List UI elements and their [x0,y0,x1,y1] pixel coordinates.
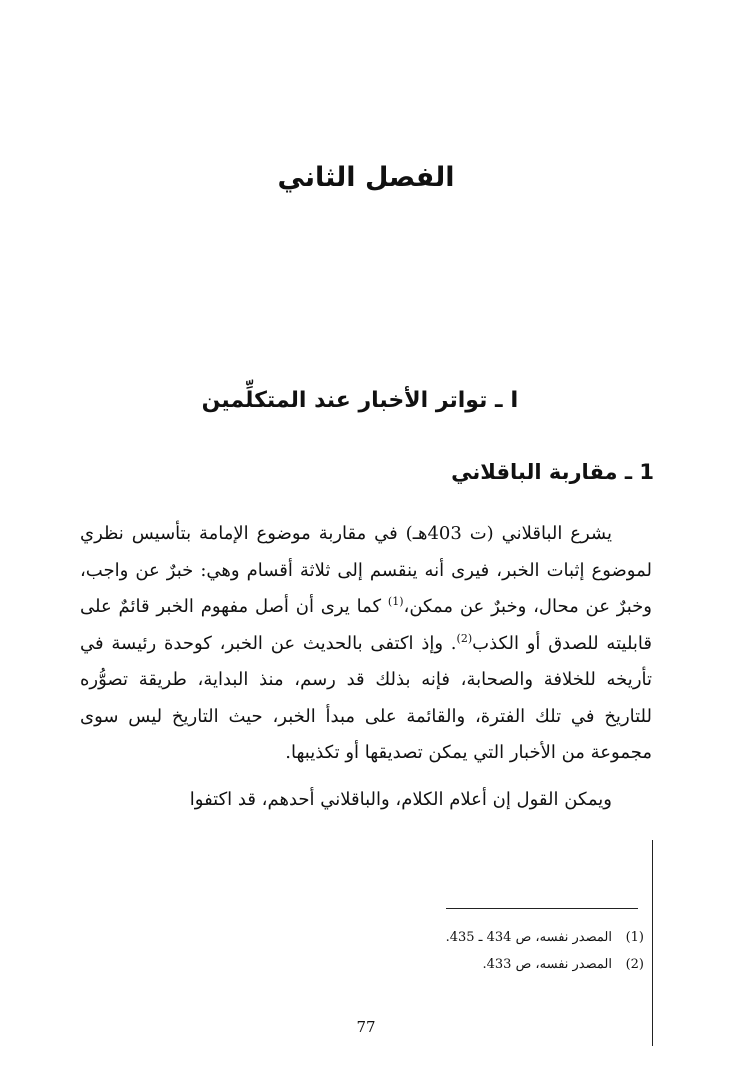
footnotes [244,924,644,978]
body-text [80,516,652,818]
footnote-number: (2) [625,957,644,972]
paragraph-1-part-1: يشرع الباقلاني (ت 403هـ) في مقاربة موضوع الإمامة بتأسيس نظري لموضوع إثبات الخبر، فيرى أنه ينقسم إلى ثلاثة أقسام وهي: خبرٌ عن واجب، وخبرٌ عن محال، وخبرٌ عن ممكن، [80,523,652,617]
footnote-1 [244,924,644,951]
footnote-number: (1) [625,930,644,945]
margin-rule [652,840,653,1046]
paragraph-1-part-3: . وإذ اكتفى بالحديث عن الخبر، كوحدة رئيسة في تأريخه للخلافة والصحابة، فإنه بذلك قد رسم، منذ البداية، طريقة تصوُّره للتاريخ في تلك الفترة، والقائمة على مبدأ الخبر، حيث التاريخ ليس سوى مجموعة من الأخبار التي يمكن تصديقها أو تكذيبها. [80,632,652,763]
footnote-ref-1: (1) [387,595,404,608]
paragraph-2: ويمكن القول إن أعلام الكلام، والباقلاني أحدهم، قد اكتفوا [189,788,612,810]
chapter-title: الفصل الثاني [277,162,455,193]
paragraph-1 [80,516,652,772]
footnote-ref-2: (2) [456,631,473,645]
footnote-separator [446,908,638,909]
page-number: 77 [356,1018,376,1036]
paragraph-1-part-2: كما يرى أن أصل مفهوم الخبر قائمٌ على قابليته للصدق أو الكذب [80,596,653,654]
footnote-text: المصدر نفسه، ص 433. [482,957,612,972]
footnote-2 [244,951,644,978]
section-heading: I ـ تواتر الأخبار عند المتكلِّمين [201,388,519,413]
sub-heading: 1 ـ مقاربة الباقلاني [451,460,654,484]
footnote-text: المصدر نفسه، ص 434 ـ 435. [445,930,612,945]
